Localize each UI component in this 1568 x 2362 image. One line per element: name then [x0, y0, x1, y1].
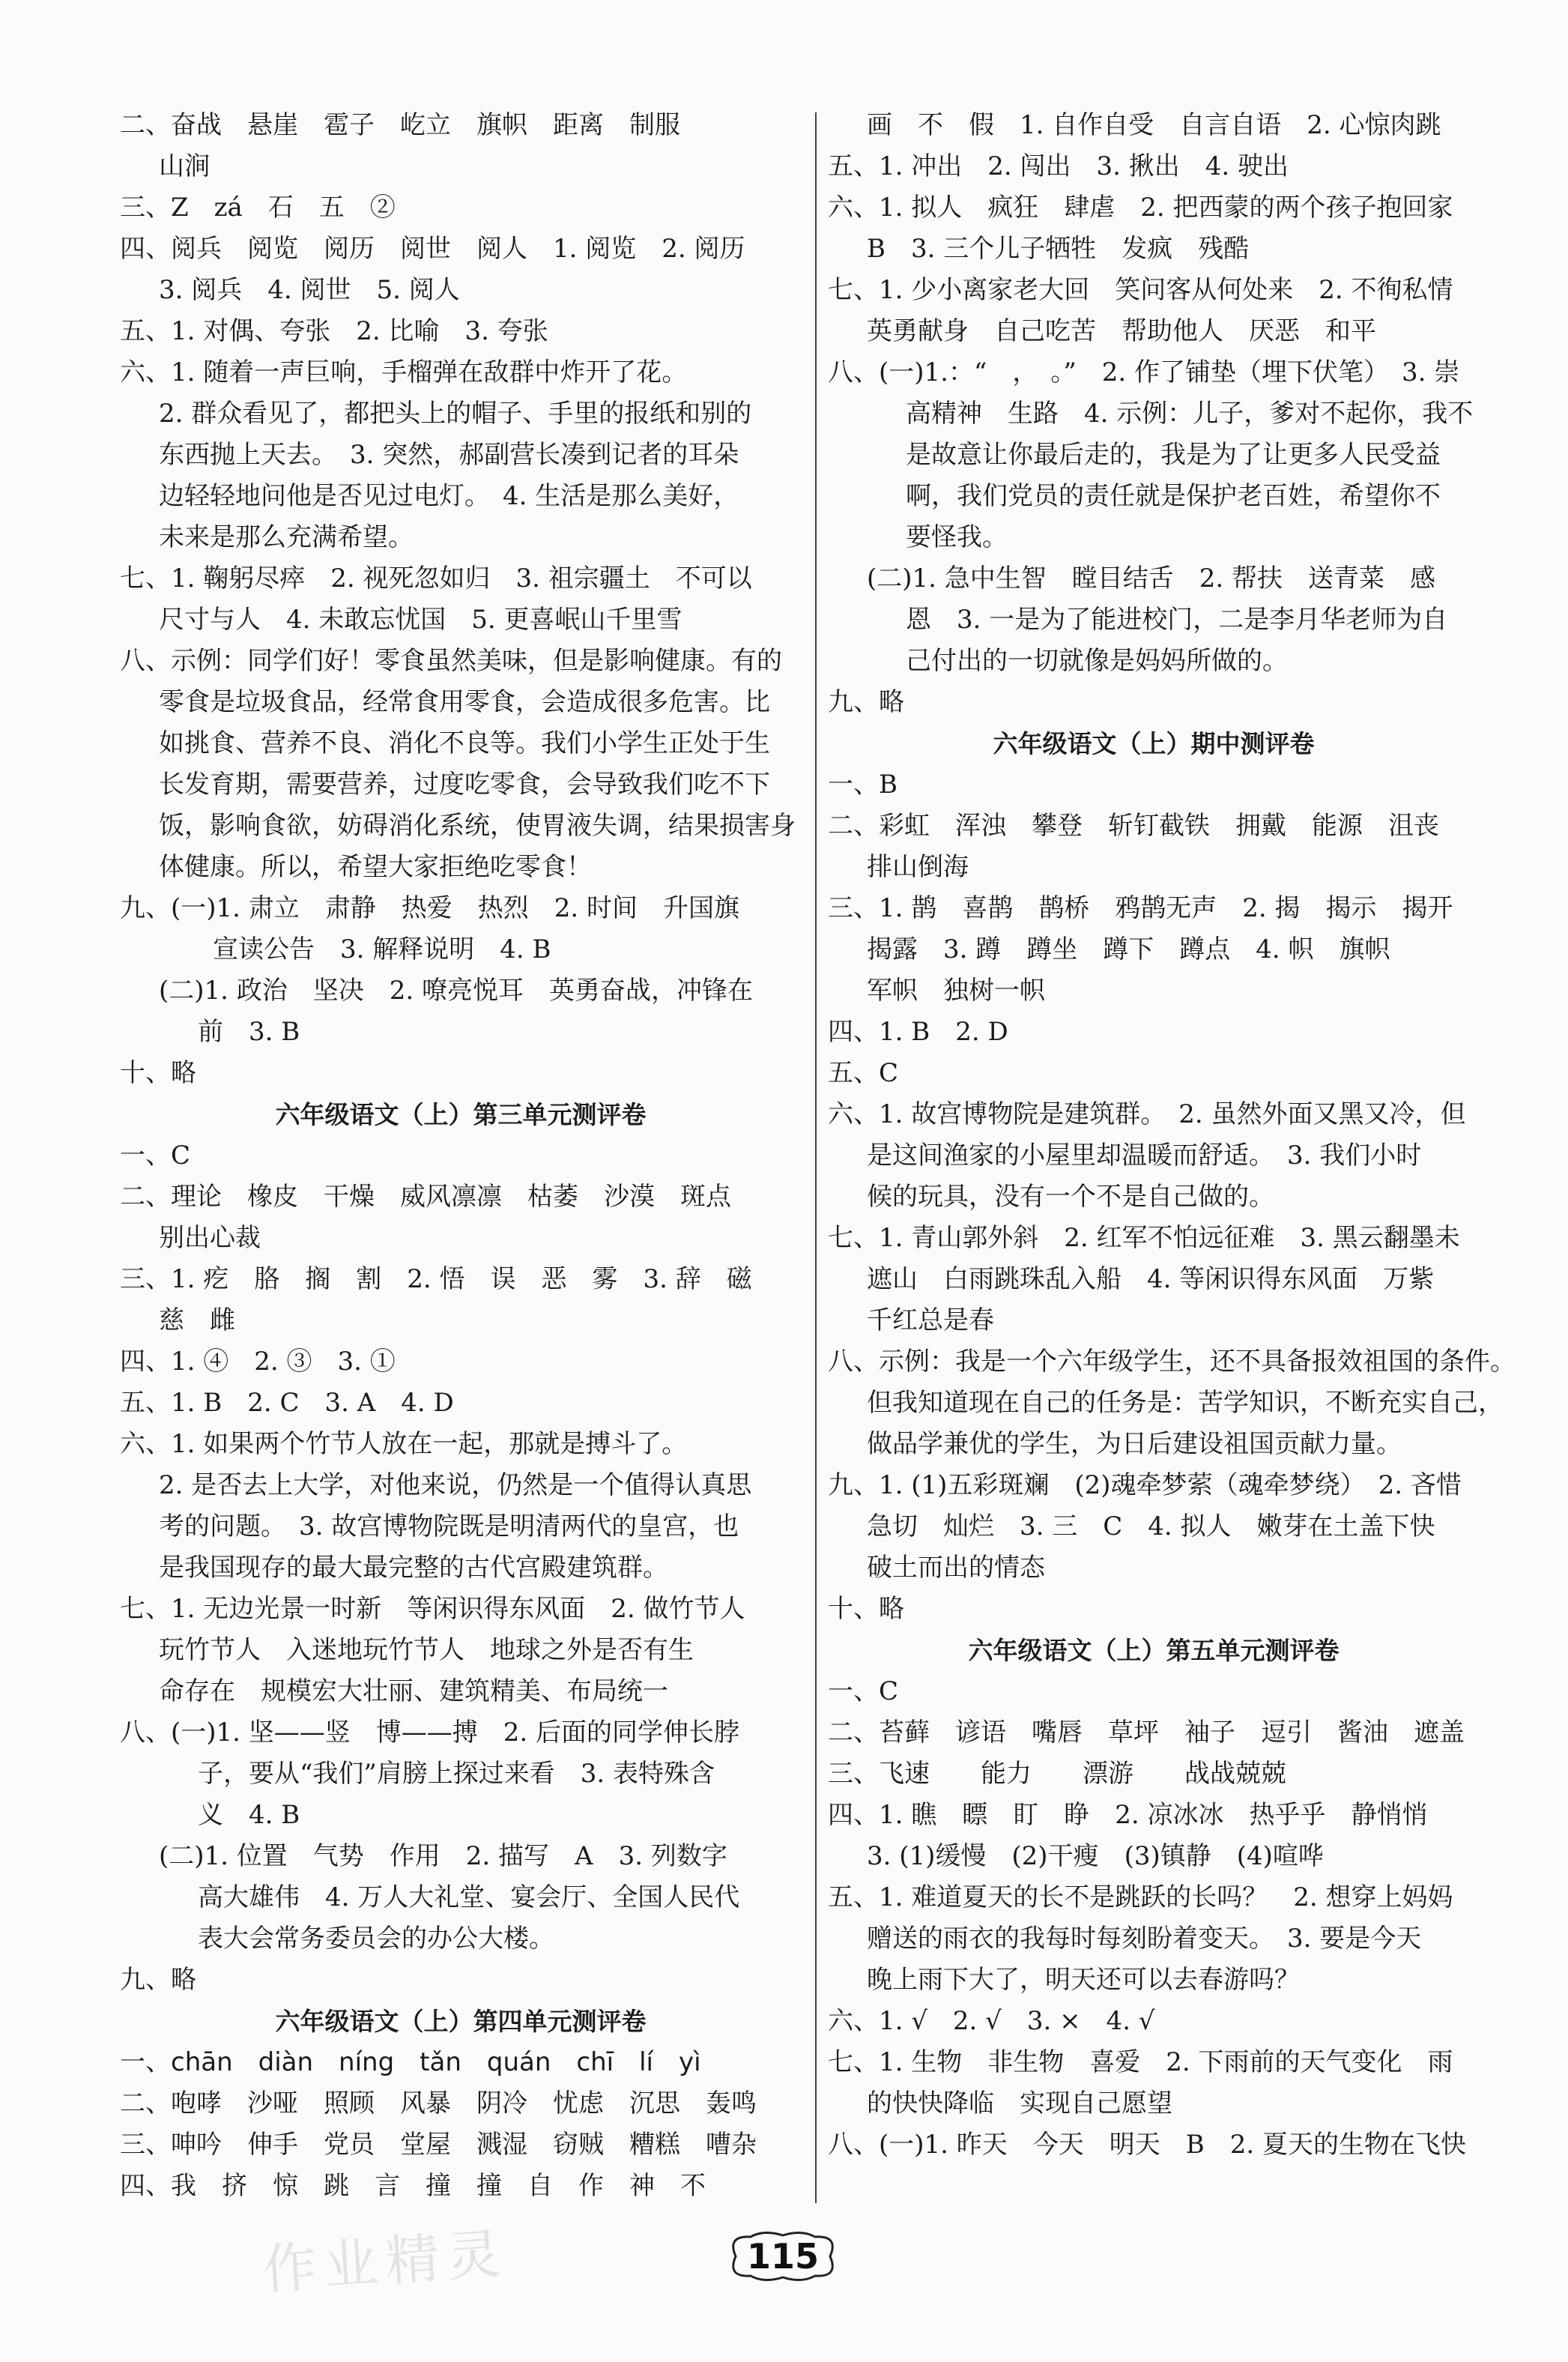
answer-line: 军帜 独树一帜 [867, 976, 1045, 1006]
section-heading: 六年级语文（上）期中测评卷 [993, 729, 1315, 758]
answer-line: 五、1. B 2. C 3. A 4. D [120, 1388, 454, 1418]
answer-line: 零食是垃圾食品，经常食用零食，会造成很多危害。比 [159, 687, 770, 717]
answer-line: (二)1. 政治 坚决 2. 嘹亮悦耳 英勇奋战，冲锋在 [159, 976, 754, 1006]
watermark: 作业精灵 [260, 2221, 510, 2302]
answer-line: 八、(一)1. 坚——竖 博——搏 2. 后面的同学伸长脖 [120, 1718, 740, 1748]
page-number [719, 2229, 847, 2283]
answer-line: 表大会常务委员会的办公大楼。 [198, 1924, 554, 1954]
answer-line: 九、1. (1)五彩斑斓 (2)魂牵梦萦（魂牵梦绕） 2. 吝惜 [828, 1470, 1462, 1500]
answer-line: 前 3. B [198, 1017, 300, 1047]
right-column [828, 105, 1516, 2166]
answer-line: 遮山 白雨跳珠乱入船 4. 等闲识得东风面 万紫 [867, 1264, 1435, 1294]
answer-line: 英勇献身 自己吃苦 帮助他人 厌恶 和平 [867, 316, 1376, 346]
answer-line: 七、1. 无边光景一时新 等闲识得东风面 2. 做竹节人 [120, 1594, 745, 1624]
answer-line: 是这间渔家的小屋里却温暖而舒适。 3. 我们小时 [867, 1141, 1422, 1171]
answer-line: 是故意让你最后走的，我是为了让更多人民受益 [906, 440, 1441, 470]
answer-line: 子，要从“我们”肩膀上探过来看 3. 表特殊含 [198, 1759, 715, 1789]
answer-line: 八、(一)1. 昨天 今天 明天 B 2. 夏天的生物在飞快 [828, 2130, 1467, 2160]
answer-line: 一、C [120, 1141, 191, 1171]
answer-line: (二)1. 急中生智 瞠目结舌 2. 帮扶 送青菜 感 [867, 564, 1436, 593]
answer-line: 二、苔藓 谚语 嘴唇 草坪 袖子 逗引 酱油 遮盖 [828, 1718, 1465, 1748]
answer-line: 饭，影响食欲，妨碍消化系统，使胃液失调，结果损害身 [159, 811, 796, 841]
answer-line: 五、C [828, 1058, 899, 1088]
page-number-text: 115 [746, 2236, 820, 2277]
answer-line: 九、(一)1. 肃立 肃静 热爱 热烈 2. 时间 升国旗 [120, 893, 740, 923]
section-heading: 六年级语文（上）第四单元测评卷 [275, 2007, 647, 2036]
answer-line: 二、奋战 悬崖 雹子 屹立 旗帜 距离 制服 [120, 110, 680, 140]
answer-line: 尺寸与人 4. 未敢忘忧国 5. 更喜岷山千里雪 [159, 605, 682, 635]
answer-line: 赠送的雨衣的我每时每刻盼着变天。 3. 要是今天 [867, 1924, 1422, 1954]
answer-line: 高大雄伟 4. 万人大礼堂、宴会厅、全国人民代 [198, 1882, 740, 1912]
answer-line: 3. (1)缓慢 (2)干瘦 (3)镇静 (4)喧哗 [867, 1841, 1324, 1871]
section-heading: 六年级语文（上）第五单元测评卷 [968, 1636, 1340, 1665]
answer-line: 晚上雨下大了，明天还可以去春游吗？ [867, 1965, 1300, 1995]
answer-line: 未来是那么充满希望。 [159, 522, 414, 552]
answer-line: 2. 是否去上大学，对他来说，仍然是一个值得认真思 [159, 1470, 752, 1500]
answer-line: 九、略 [828, 687, 904, 717]
answer-line: 山涧 [159, 151, 210, 181]
answer-line: 二、理论 橡皮 干燥 威风凛凛 枯萎 沙漠 斑点 [120, 1182, 731, 1212]
answer-line: 2. 群众看见了，都把头上的帽子、手里的报纸和别的 [159, 399, 752, 429]
answer-line: 是我国现存的最大最完整的古代宫殿建筑群。 [159, 1553, 668, 1583]
answer-line: 考的问题。 3. 故宫博物院既是明清两代的皇宫，也 [159, 1511, 739, 1541]
answer-line: 三、1. 鹊 喜鹊 鹊桥 鸦鹊无声 2. 揭 揭示 揭开 [828, 893, 1453, 923]
answer-line: 九、略 [120, 1965, 196, 1995]
answer-line: 八、(一)1.：“ ， 。” 2. 作了铺垫（埋下伏笔） 3. 崇 [828, 357, 1460, 387]
answer-line: 做品学兼优的学生，为日后建设祖国贡献力量。 [867, 1429, 1402, 1459]
answer-line: 四、我 挤 惊 跳 言 撞 撞 自 作 神 不 [120, 2171, 706, 2201]
answer-line: 画 不 假 1. 自作自受 自言自语 2. 心惊肉跳 [867, 110, 1441, 140]
answer-line: 三、Z zá 石 五 ② [120, 193, 396, 223]
answer-line: 四、1. ④ 2. ③ 3. ① [120, 1347, 396, 1377]
answer-line: 三、飞速 能力 漂游 战战兢兢 [828, 1759, 1286, 1789]
answer-line: 六、1. 如果两个竹节人放在一起，那就是搏斗了。 [120, 1429, 688, 1459]
answer-line: 六、1. 随着一声巨响，手榴弹在敌群中炸开了花。 [120, 357, 688, 387]
answer-line: 四、1. 瞧 瞟 盯 睁 2. 凉冰冰 热乎乎 静悄悄 [828, 1800, 1428, 1830]
answer-line: 破土而出的情态 [867, 1553, 1045, 1583]
answer-line: 高精神 生路 4. 示例：儿子，爹对不起你，我不 [906, 399, 1474, 429]
answer-line: 五、1. 对偶、夸张 2. 比喻 3. 夸张 [120, 316, 548, 346]
answer-line: 啊，我们党员的责任就是保护老百姓，希望你不 [906, 481, 1441, 511]
answer-line: 一、B [828, 770, 897, 800]
answer-line: 的快快降临 实现自己愿望 [867, 2088, 1172, 2118]
answer-line: 义 4. B [198, 1800, 300, 1830]
answer-line: B 3. 三个儿子牺牲 发疯 残酷 [867, 234, 1250, 264]
answer-line: 候的玩具，没有一个不是自己做的。 [867, 1182, 1274, 1212]
answer-line: 命存在 规模宏大壮丽、建筑精美、布局统一 [159, 1676, 668, 1706]
answer-line: 千红总是春 [867, 1305, 994, 1335]
answer-line: 边轻轻地问他是否见过电灯。 4. 生活是那么美好， [159, 481, 739, 511]
answer-line: 要怪我。 [906, 522, 1008, 552]
answer-line: 六、1. 拟人 疯狂 肆虐 2. 把西蒙的两个孩子抱回家 [828, 193, 1453, 223]
answer-line: 八、示例：同学们好！零食虽然美味，但是影响健康。有的 [120, 646, 782, 676]
answer-line: 二、彩虹 浑浊 攀登 斩钉截铁 拥戴 能源 沮丧 [828, 811, 1439, 841]
answer-line: 3. 阅兵 4. 阅世 5. 阅人 [159, 275, 460, 305]
answer-line: 三、呻吟 伸手 党员 堂屋 溅湿 窃贼 糟糕 嘈杂 [120, 2130, 757, 2160]
answer-line: 东西抛上天去。 3. 突然，郝副营长凑到记者的耳朵 [159, 440, 739, 470]
answer-line: 四、阅兵 阅览 阅历 阅世 阅人 1. 阅览 2. 阅历 [120, 234, 745, 264]
answer-line: 七、1. 生物 非生物 喜爱 2. 下雨前的天气变化 雨 [828, 2047, 1453, 2077]
answer-line: 十、略 [828, 1594, 904, 1624]
answer-line: 五、1. 难道夏天的长不是跳跃的长吗？ 2. 想穿上妈妈 [828, 1882, 1453, 1912]
answer-line: 五、1. 冲出 2. 闯出 3. 揪出 4. 驶出 [828, 151, 1289, 181]
answer-line: 四、1. B 2. D [828, 1017, 1008, 1047]
answer-line: 七、1. 鞠躬尽瘁 2. 视死忽如归 3. 祖宗疆土 不可以 [120, 564, 752, 593]
column-divider [815, 112, 817, 2203]
answer-line: 慈 雌 [159, 1305, 235, 1335]
answer-line: 十、略 [120, 1058, 196, 1088]
answer-line: 六、1. √ 2. √ 3. × 4. √ [828, 2006, 1155, 2036]
answer-line: 急切 灿烂 3. 三 C 4. 拟人 嫩芽在土盖下快 [867, 1511, 1435, 1541]
answer-line: 体健康。所以，希望大家拒绝吃零食！ [159, 852, 592, 882]
answer-line: 排山倒海 [867, 852, 969, 882]
answer-line: 一、C [828, 1676, 899, 1706]
section-heading: 六年级语文（上）第三单元测评卷 [275, 1100, 647, 1129]
answer-line: 长发育期，需要营养，过度吃零食，会导致我们吃不下 [159, 770, 770, 800]
answer-line: 己付出的一切就像是妈妈所做的。 [906, 646, 1288, 676]
left-column [120, 105, 802, 2207]
answer-line: 但我知道现在自己的任务是：苦学知识，不断充实自己， [867, 1388, 1504, 1418]
answer-line: 六、1. 故宫博物院是建筑群。 2. 虽然外面又黑又冷，但 [828, 1099, 1466, 1129]
answer-line: 如挑食、营养不良、消化不良等。我们小学生正处于生 [159, 728, 770, 758]
answer-line: 七、1. 少小离家老大回 笑问客从何处来 2. 不徇私情 [828, 275, 1453, 305]
answer-line: 七、1. 青山郭外斜 2. 红军不怕远征难 3. 黑云翻墨未 [828, 1223, 1460, 1253]
answer-line: 玩竹节人 入迷地玩竹节人 地球之外是否有生 [159, 1635, 694, 1665]
answer-line: 恩 3. 一是为了能进校门，二是李月华老师为自 [906, 605, 1448, 635]
answer-line: (二)1. 位置 气势 作用 2. 描写 A 3. 列数字 [159, 1841, 727, 1871]
answer-line: 八、示例：我是一个六年级学生，还不具备报效祖国的条件。 [828, 1347, 1516, 1377]
answer-line: 揭露 3. 蹲 蹲坐 蹲下 蹲点 4. 帜 旗帜 [867, 934, 1390, 964]
answer-line: 二、咆哮 沙哑 照顾 风暴 阴冷 忧虑 沉思 轰鸣 [120, 2088, 757, 2118]
answer-line: 一、chān diàn níng tǎn quán chī lí yì [120, 2047, 701, 2077]
answer-line: 宣读公告 3. 解释说明 4. B [187, 934, 551, 964]
answer-line: 三、1. 疙 胳 搁 割 2. 悟 误 恶 雾 3. 辞 磁 [120, 1264, 752, 1294]
answer-line: 别出心裁 [159, 1223, 261, 1253]
